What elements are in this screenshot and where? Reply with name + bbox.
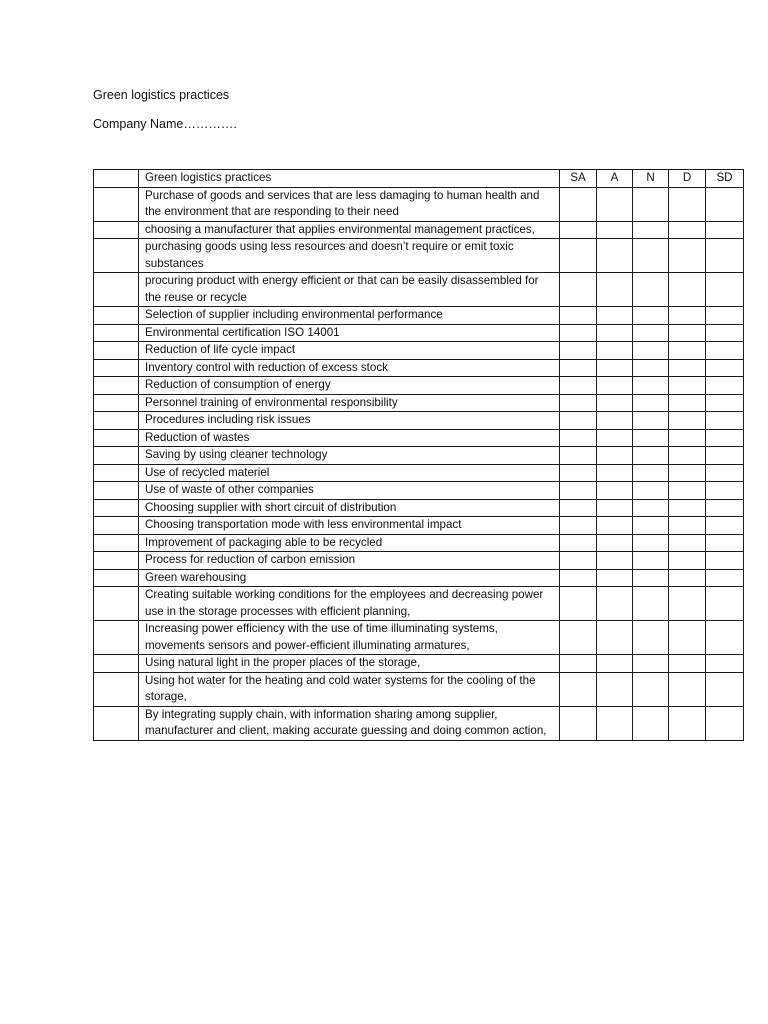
rating-cell-sa[interactable] bbox=[560, 239, 597, 273]
rating-cell-d[interactable] bbox=[669, 324, 706, 342]
rating-cell-n[interactable] bbox=[633, 273, 669, 307]
table-row bbox=[94, 221, 744, 239]
table-row bbox=[94, 429, 744, 447]
rating-cell-sa[interactable] bbox=[560, 552, 597, 570]
rating-cell-sd[interactable] bbox=[706, 552, 744, 570]
rating-cell-sd[interactable] bbox=[706, 706, 744, 740]
rating-cell-sd[interactable] bbox=[706, 621, 744, 655]
table-row bbox=[94, 377, 744, 395]
row-number-cell bbox=[94, 587, 139, 621]
rating-cell-sa[interactable] bbox=[560, 464, 597, 482]
rating-cell-n[interactable] bbox=[633, 187, 669, 221]
rating-cell-d[interactable] bbox=[669, 412, 706, 430]
table-row bbox=[94, 569, 744, 587]
row-item-text: Choosing transportation mode with less environmental impact bbox=[139, 517, 560, 535]
rating-cell-a[interactable] bbox=[597, 587, 633, 621]
rating-cell-sa[interactable] bbox=[560, 429, 597, 447]
rating-cell-sa[interactable] bbox=[560, 499, 597, 517]
row-item-text: Choosing supplier with short circuit of distribution bbox=[139, 499, 560, 517]
table-row bbox=[94, 621, 744, 655]
row-number-cell bbox=[94, 273, 139, 307]
table-row bbox=[94, 587, 744, 621]
rating-cell-d[interactable] bbox=[669, 464, 706, 482]
rating-cell-n[interactable] bbox=[633, 499, 669, 517]
table-row bbox=[94, 517, 744, 535]
rating-cell-a[interactable] bbox=[597, 482, 633, 500]
rating-cell-sa[interactable] bbox=[560, 394, 597, 412]
table-row bbox=[94, 307, 744, 325]
row-number-cell bbox=[94, 324, 139, 342]
row-item-text: Reduction of consumption of energy bbox=[139, 377, 560, 395]
row-number-cell bbox=[94, 621, 139, 655]
rating-cell-n[interactable] bbox=[633, 447, 669, 465]
row-number-cell bbox=[94, 394, 139, 412]
rating-cell-n[interactable] bbox=[633, 482, 669, 500]
rating-cell-sd[interactable] bbox=[706, 273, 744, 307]
rating-cell-n[interactable] bbox=[633, 359, 669, 377]
rating-cell-sd[interactable] bbox=[706, 394, 744, 412]
rating-cell-a[interactable] bbox=[597, 655, 633, 673]
rating-cell-sa[interactable] bbox=[560, 273, 597, 307]
rating-cell-sd[interactable] bbox=[706, 187, 744, 221]
rating-cell-sa[interactable] bbox=[560, 324, 597, 342]
rating-cell-sa[interactable] bbox=[560, 517, 597, 535]
row-item-text: By integrating supply chain, with information sharing among supplier, manufacturer and client, making accurate guessing and doing common action, bbox=[139, 706, 560, 740]
table-row bbox=[94, 342, 744, 360]
table-row bbox=[94, 239, 744, 273]
row-item-text: Inventory control with reduction of excess stock bbox=[139, 359, 560, 377]
rating-cell-d[interactable] bbox=[669, 394, 706, 412]
table-row bbox=[94, 412, 744, 430]
rating-cell-sd[interactable] bbox=[706, 412, 744, 430]
row-item-text: purchasing goods using less resources and doesn’t require or emit toxic substances bbox=[139, 239, 560, 273]
rating-cell-a[interactable] bbox=[597, 552, 633, 570]
table-row bbox=[94, 394, 744, 412]
rating-cell-n[interactable] bbox=[633, 324, 669, 342]
row-number-cell bbox=[94, 482, 139, 500]
rating-cell-a[interactable] bbox=[597, 324, 633, 342]
rating-cell-sd[interactable] bbox=[706, 464, 744, 482]
table-row bbox=[94, 552, 744, 570]
rating-cell-sa[interactable] bbox=[560, 307, 597, 325]
rating-cell-n[interactable] bbox=[633, 429, 669, 447]
rating-cell-d[interactable] bbox=[669, 359, 706, 377]
rating-cell-sd[interactable] bbox=[706, 429, 744, 447]
row-number-cell bbox=[94, 499, 139, 517]
header-scale-n: N bbox=[633, 170, 669, 188]
table-row bbox=[94, 359, 744, 377]
table-body bbox=[94, 187, 744, 740]
header-scale-sa: SA bbox=[560, 170, 597, 188]
rating-cell-a[interactable] bbox=[597, 672, 633, 706]
rating-cell-a[interactable] bbox=[597, 534, 633, 552]
rating-cell-d[interactable] bbox=[669, 307, 706, 325]
rating-cell-a[interactable] bbox=[597, 221, 633, 239]
row-number-cell bbox=[94, 706, 139, 740]
header-scale-d: D bbox=[669, 170, 706, 188]
rating-cell-sa[interactable] bbox=[560, 655, 597, 673]
table-row bbox=[94, 447, 744, 465]
row-item-text: procuring product with energy efficient or that can be easily disassembled for the reuse or recycle bbox=[139, 273, 560, 307]
rating-cell-d[interactable] bbox=[669, 221, 706, 239]
rating-cell-d[interactable] bbox=[669, 672, 706, 706]
rating-cell-n[interactable] bbox=[633, 534, 669, 552]
row-item-text: Creating suitable working conditions for the employees and decreasing power use in the storage processes with efficient planning, bbox=[139, 587, 560, 621]
rating-cell-n[interactable] bbox=[633, 464, 669, 482]
rating-cell-d[interactable] bbox=[669, 569, 706, 587]
rating-cell-a[interactable] bbox=[597, 429, 633, 447]
rating-cell-d[interactable] bbox=[669, 517, 706, 535]
rating-cell-a[interactable] bbox=[597, 621, 633, 655]
row-number-cell bbox=[94, 359, 139, 377]
rating-cell-a[interactable] bbox=[597, 499, 633, 517]
rating-cell-d[interactable] bbox=[669, 239, 706, 273]
table-row bbox=[94, 324, 744, 342]
rating-cell-sa[interactable] bbox=[560, 221, 597, 239]
table-row bbox=[94, 534, 744, 552]
row-item-text: choosing a manufacturer that applies environmental management practices, bbox=[139, 221, 560, 239]
rating-cell-sd[interactable] bbox=[706, 517, 744, 535]
header-item-cell: Green logistics practices bbox=[139, 170, 560, 188]
rating-cell-a[interactable] bbox=[597, 517, 633, 535]
table-row bbox=[94, 499, 744, 517]
rating-cell-d[interactable] bbox=[669, 706, 706, 740]
row-number-cell bbox=[94, 534, 139, 552]
rating-cell-sd[interactable] bbox=[706, 307, 744, 325]
rating-cell-sa[interactable] bbox=[560, 569, 597, 587]
row-item-text: Reduction of life cycle impact bbox=[139, 342, 560, 360]
rating-cell-n[interactable] bbox=[633, 587, 669, 621]
rating-cell-a[interactable] bbox=[597, 187, 633, 221]
rating-cell-a[interactable] bbox=[597, 239, 633, 273]
rating-cell-a[interactable] bbox=[597, 569, 633, 587]
table-row bbox=[94, 672, 744, 706]
row-item-text: Reduction of wastes bbox=[139, 429, 560, 447]
rating-cell-sd[interactable] bbox=[706, 499, 744, 517]
row-number-cell bbox=[94, 342, 139, 360]
row-item-text: Using natural light in the proper places of the storage, bbox=[139, 655, 560, 673]
row-item-text: Procedures including risk issues bbox=[139, 412, 560, 430]
rating-cell-d[interactable] bbox=[669, 655, 706, 673]
header-number-cell bbox=[94, 170, 139, 188]
row-number-cell bbox=[94, 221, 139, 239]
rating-cell-d[interactable] bbox=[669, 429, 706, 447]
rating-cell-sd[interactable] bbox=[706, 482, 744, 500]
rating-cell-n[interactable] bbox=[633, 239, 669, 273]
rating-cell-sa[interactable] bbox=[560, 377, 597, 395]
rating-cell-n[interactable] bbox=[633, 377, 669, 395]
header-scale-sd: SD bbox=[706, 170, 744, 188]
row-number-cell bbox=[94, 239, 139, 273]
rating-cell-n[interactable] bbox=[633, 394, 669, 412]
rating-cell-sd[interactable] bbox=[706, 447, 744, 465]
rating-cell-sd[interactable] bbox=[706, 359, 744, 377]
row-number-cell bbox=[94, 672, 139, 706]
row-number-cell bbox=[94, 377, 139, 395]
table-row bbox=[94, 464, 744, 482]
rating-cell-d[interactable] bbox=[669, 621, 706, 655]
rating-cell-sa[interactable] bbox=[560, 482, 597, 500]
rating-cell-n[interactable] bbox=[633, 552, 669, 570]
row-number-cell bbox=[94, 412, 139, 430]
rating-cell-a[interactable] bbox=[597, 412, 633, 430]
row-item-text: Improvement of packaging able to be recycled bbox=[139, 534, 560, 552]
rating-cell-sa[interactable] bbox=[560, 534, 597, 552]
row-number-cell bbox=[94, 569, 139, 587]
row-number-cell bbox=[94, 447, 139, 465]
rating-cell-n[interactable] bbox=[633, 517, 669, 535]
row-number-cell bbox=[94, 552, 139, 570]
header-scale-a: A bbox=[597, 170, 633, 188]
rating-cell-a[interactable] bbox=[597, 377, 633, 395]
rating-cell-a[interactable] bbox=[597, 273, 633, 307]
row-item-text: Using hot water for the heating and cold water systems for the cooling of the storage, bbox=[139, 672, 560, 706]
rating-cell-n[interactable] bbox=[633, 706, 669, 740]
rating-cell-sd[interactable] bbox=[706, 221, 744, 239]
row-item-text: Selection of supplier including environmental performance bbox=[139, 307, 560, 325]
row-item-text: Process for reduction of carbon emission bbox=[139, 552, 560, 570]
rating-cell-sa[interactable] bbox=[560, 342, 597, 360]
rating-cell-n[interactable] bbox=[633, 655, 669, 673]
rating-cell-a[interactable] bbox=[597, 447, 633, 465]
rating-cell-sa[interactable] bbox=[560, 187, 597, 221]
row-item-text: Environmental certification ISO 14001 bbox=[139, 324, 560, 342]
row-item-text: Saving by using cleaner technology bbox=[139, 447, 560, 465]
rating-cell-sd[interactable] bbox=[706, 655, 744, 673]
rating-cell-d[interactable] bbox=[669, 534, 706, 552]
rating-cell-sa[interactable] bbox=[560, 359, 597, 377]
document-title: Green logistics practices bbox=[93, 88, 230, 102]
rating-cell-a[interactable] bbox=[597, 359, 633, 377]
row-item-text: Increasing power efficiency with the use of time illuminating systems, movements sensors and power-efficient illuminating armatures, bbox=[139, 621, 560, 655]
row-number-cell bbox=[94, 655, 139, 673]
rating-cell-sd[interactable] bbox=[706, 587, 744, 621]
rating-cell-n[interactable] bbox=[633, 569, 669, 587]
rating-cell-d[interactable] bbox=[669, 587, 706, 621]
rating-cell-d[interactable] bbox=[669, 273, 706, 307]
rating-cell-sd[interactable] bbox=[706, 377, 744, 395]
survey-table bbox=[93, 169, 744, 741]
row-item-text: Use of recycled materiel bbox=[139, 464, 560, 482]
rating-cell-n[interactable] bbox=[633, 342, 669, 360]
rating-cell-sa[interactable] bbox=[560, 412, 597, 430]
rating-cell-sd[interactable] bbox=[706, 672, 744, 706]
rating-cell-d[interactable] bbox=[669, 499, 706, 517]
rating-cell-sd[interactable] bbox=[706, 239, 744, 273]
rating-cell-sa[interactable] bbox=[560, 672, 597, 706]
rating-cell-a[interactable] bbox=[597, 394, 633, 412]
rating-cell-n[interactable] bbox=[633, 621, 669, 655]
rating-cell-d[interactable] bbox=[669, 342, 706, 360]
rating-cell-n[interactable] bbox=[633, 412, 669, 430]
row-number-cell bbox=[94, 429, 139, 447]
rating-cell-sa[interactable] bbox=[560, 447, 597, 465]
table-header-row bbox=[94, 170, 744, 188]
rating-cell-n[interactable] bbox=[633, 672, 669, 706]
row-number-cell bbox=[94, 517, 139, 535]
row-number-cell bbox=[94, 187, 139, 221]
table-row bbox=[94, 706, 744, 740]
rating-cell-d[interactable] bbox=[669, 482, 706, 500]
rating-cell-sa[interactable] bbox=[560, 621, 597, 655]
rating-cell-a[interactable] bbox=[597, 706, 633, 740]
rating-cell-sd[interactable] bbox=[706, 534, 744, 552]
row-item-text: Use of waste of other companies bbox=[139, 482, 560, 500]
rating-cell-d[interactable] bbox=[669, 377, 706, 395]
rating-cell-a[interactable] bbox=[597, 307, 633, 325]
rating-cell-a[interactable] bbox=[597, 464, 633, 482]
row-number-cell bbox=[94, 464, 139, 482]
rating-cell-d[interactable] bbox=[669, 552, 706, 570]
table-row bbox=[94, 187, 744, 221]
row-item-text: Personnel training of environmental responsibility bbox=[139, 394, 560, 412]
rating-cell-sd[interactable] bbox=[706, 569, 744, 587]
rating-cell-sd[interactable] bbox=[706, 324, 744, 342]
rating-cell-n[interactable] bbox=[633, 221, 669, 239]
table-row bbox=[94, 482, 744, 500]
table-row bbox=[94, 655, 744, 673]
rating-cell-a[interactable] bbox=[597, 342, 633, 360]
rating-cell-d[interactable] bbox=[669, 447, 706, 465]
rating-cell-n[interactable] bbox=[633, 307, 669, 325]
company-name-label: Company Name…………. bbox=[93, 117, 237, 131]
row-item-text: Green warehousing bbox=[139, 569, 560, 587]
rating-cell-sa[interactable] bbox=[560, 706, 597, 740]
row-number-cell bbox=[94, 307, 139, 325]
rating-cell-sd[interactable] bbox=[706, 342, 744, 360]
rating-cell-sa[interactable] bbox=[560, 587, 597, 621]
rating-cell-d[interactable] bbox=[669, 187, 706, 221]
row-item-text: Purchase of goods and services that are less damaging to human health and the environment that are responding to their need bbox=[139, 187, 560, 221]
table-row bbox=[94, 273, 744, 307]
